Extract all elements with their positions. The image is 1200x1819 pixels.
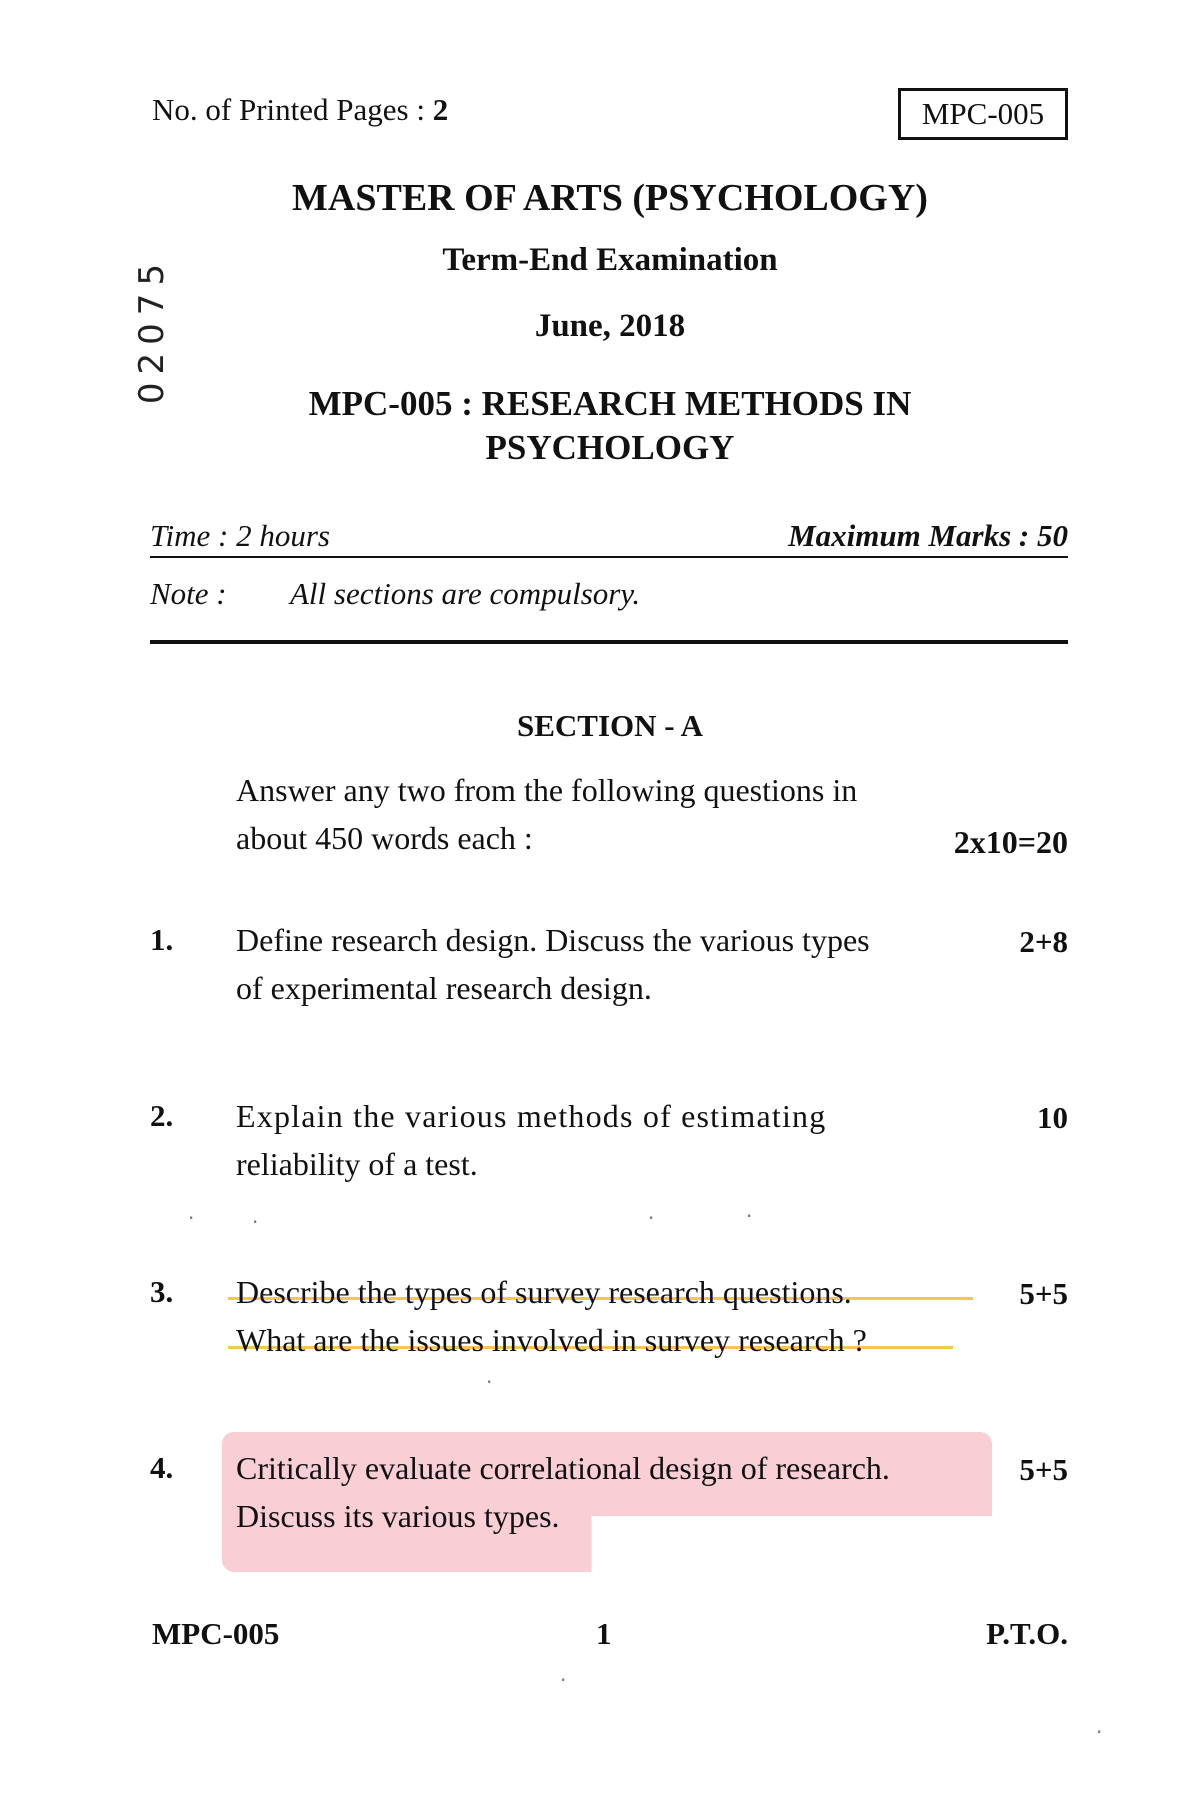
- printed-pages: [152, 92, 448, 128]
- divider-thin: [150, 556, 1068, 558]
- degree-title: MASTER OF ARTS (PSYCHOLOGY): [292, 177, 928, 219]
- footer-page-number: 1: [596, 1616, 612, 1651]
- time-allowed: Time : 2 hours: [150, 518, 330, 553]
- course-code: MPC-005: [921, 96, 1045, 131]
- scan-speck: ·: [486, 1370, 493, 1394]
- scan-speck: ·: [252, 1210, 259, 1234]
- question-text-line2: reliability of a test.: [236, 1146, 478, 1182]
- question-marks: 10: [1037, 1100, 1068, 1135]
- question-text-line2: Discuss its various types.: [236, 1498, 560, 1534]
- instruction-line2: about 450 words each :: [236, 820, 533, 856]
- question-text-line1: Critically evaluate correlational design of research.: [236, 1450, 890, 1486]
- course-title-line2: PSYCHOLOGY: [485, 428, 735, 467]
- instruction-marks: 2x10=20: [953, 824, 1068, 860]
- instruction-line1: Answer any two from the following questions in: [236, 772, 858, 808]
- question-text-line2: What are the issues involved in survey research ?: [236, 1322, 867, 1358]
- printed-pages-value: 2: [432, 92, 449, 127]
- section-heading: SECTION - A: [516, 708, 704, 743]
- footer-course-code: MPC-005: [152, 1616, 280, 1651]
- exam-title: Term-End Examination: [442, 242, 778, 278]
- scan-speck: ·: [746, 1204, 753, 1228]
- question-text-line1: Explain the various methods of estimating: [236, 1098, 827, 1134]
- divider-thick: [150, 640, 1068, 644]
- question-marks: 5+5: [1019, 1452, 1068, 1487]
- printed-pages-label: No. of Printed Pages :: [152, 92, 425, 127]
- note-label: Note :: [150, 576, 227, 611]
- question-marks: 5+5: [1019, 1276, 1068, 1311]
- question-number: 3.: [150, 1274, 174, 1309]
- course-title-line1: MPC-005 : RESEARCH METHODS IN: [308, 384, 912, 423]
- scan-speck: ·: [560, 1668, 567, 1692]
- question-text-line1: Define research design. Discuss the various types: [236, 922, 870, 958]
- course-code-box: [898, 88, 1068, 140]
- note-text: All sections are compulsory.: [290, 576, 641, 611]
- serial-number-text: 02075: [132, 255, 173, 405]
- question-text-line1: Describe the types of survey research questions.: [236, 1274, 852, 1310]
- scan-speck: ·: [188, 1206, 195, 1230]
- question-text-line2: of experimental research design.: [236, 970, 652, 1006]
- question-number: 2.: [150, 1098, 174, 1133]
- question-marks: 2+8: [1019, 924, 1068, 959]
- scan-speck: ·: [1096, 1720, 1103, 1744]
- footer-pto: P.T.O.: [986, 1616, 1068, 1651]
- exam-session: June, 2018: [534, 308, 686, 344]
- maximum-marks: Maximum Marks : 50: [788, 518, 1068, 553]
- scan-speck: ·: [648, 1206, 655, 1230]
- question-number: 4.: [150, 1450, 174, 1485]
- question-number: 1.: [150, 922, 174, 957]
